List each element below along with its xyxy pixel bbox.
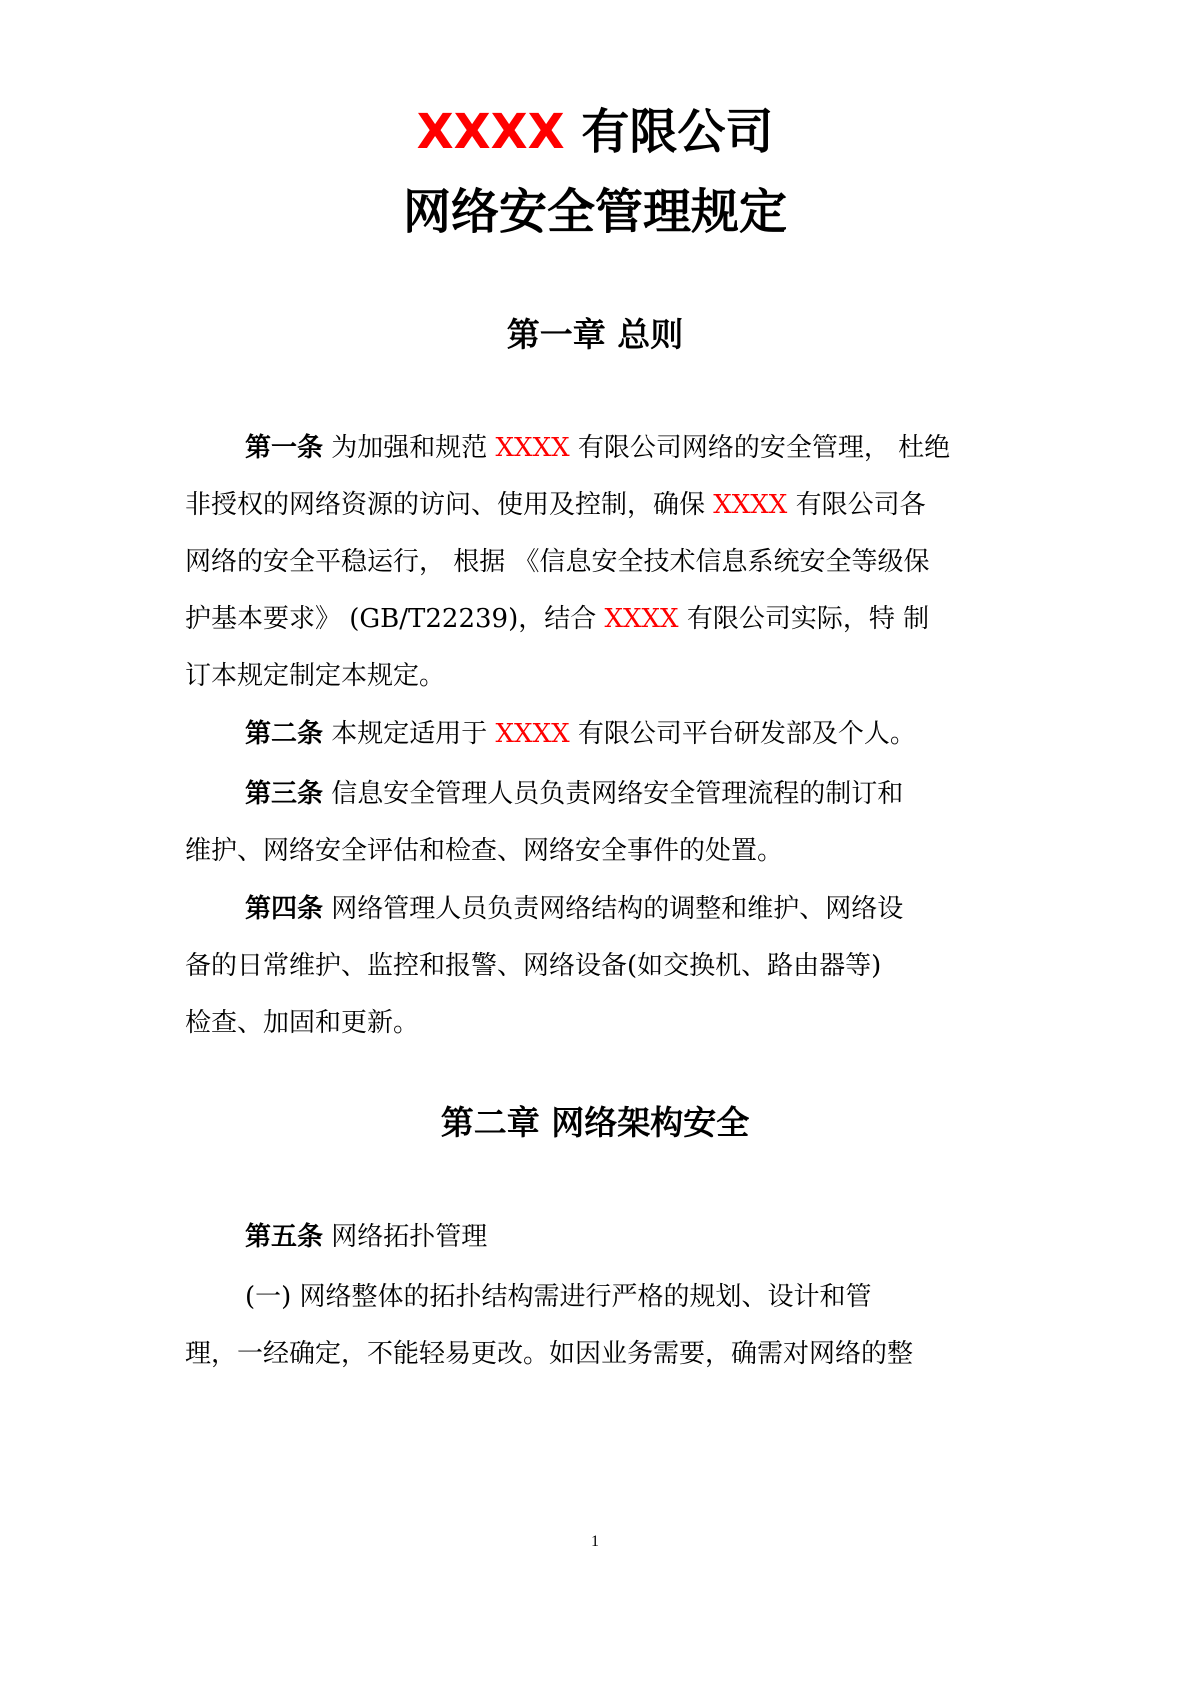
chapter-heading-2: 第二章 网络架构安全 bbox=[440, 1103, 750, 1142]
article-1-label: 第一条 bbox=[245, 433, 324, 463]
article-4-line-2: 备的日常维护、监控和报警、网络设备(如交换机、路由器等) bbox=[185, 951, 882, 981]
document-title: 网络安全管理规定 bbox=[402, 184, 787, 240]
article-4-line-1: 第四条 网络管理人员负责网络结构的调整和维护、网络设 bbox=[245, 894, 904, 924]
company-suffix: 有限公司 bbox=[564, 104, 774, 160]
article-1-line-4: 护基本要求》 (GB/T22239)，结合 XXXX 有限公司实际，特 制 bbox=[185, 604, 930, 634]
article-1-line-2: 非授权的网络资源的访问、使用及控制，确保 XXXX 有限公司各 bbox=[185, 490, 926, 520]
article-5-line-1: 第五条 网络拓扑管理 bbox=[245, 1222, 488, 1252]
article-1-line-1: 第一条 为加强和规范 XXXX 有限公司网络的安全管理， 杜绝 bbox=[245, 433, 951, 463]
article-4-label: 第四条 bbox=[245, 894, 324, 924]
article-1-line-5: 订本规定制定本规定。 bbox=[185, 661, 446, 691]
article-3-line-1: 第三条 信息安全管理人员负责网络安全管理流程的制订和 bbox=[245, 779, 904, 809]
article-3-line-2: 维护、网络安全评估和检查、网络安全事件的处置。 bbox=[185, 836, 784, 866]
chapter-heading-1: 第一章 总则 bbox=[506, 315, 684, 354]
article-4-line-3: 检查、加固和更新。 bbox=[185, 1008, 420, 1038]
article-2-label: 第二条 bbox=[245, 719, 324, 749]
article-2-line-1: 第二条 本规定适用于 XXXX 有限公司平台研发部及个人。 bbox=[245, 719, 916, 749]
article-3-label: 第三条 bbox=[245, 779, 324, 809]
document-title-company bbox=[0, 100, 1190, 164]
company-placeholder: XXXX bbox=[495, 433, 570, 463]
page-number: 1 bbox=[591, 1533, 599, 1550]
company-placeholder: XXXX bbox=[604, 604, 679, 634]
company-placeholder: XXXX bbox=[495, 719, 570, 749]
article-1-line-3: 网络的安全平稳运行， 根据 《信息安全技术信息系统安全等级保 bbox=[185, 547, 930, 577]
company-placeholder: XXXX bbox=[713, 490, 788, 520]
article-5-label: 第五条 bbox=[245, 1222, 324, 1252]
item-1-line-1: (一) 网络整体的拓扑结构需进行严格的规划、设计和管 bbox=[245, 1282, 872, 1312]
item-1-line-2: 理，一经确定，不能轻易更改。如因业务需要，确需对网络的整 bbox=[185, 1339, 914, 1369]
company-placeholder: XXXX bbox=[416, 104, 565, 160]
